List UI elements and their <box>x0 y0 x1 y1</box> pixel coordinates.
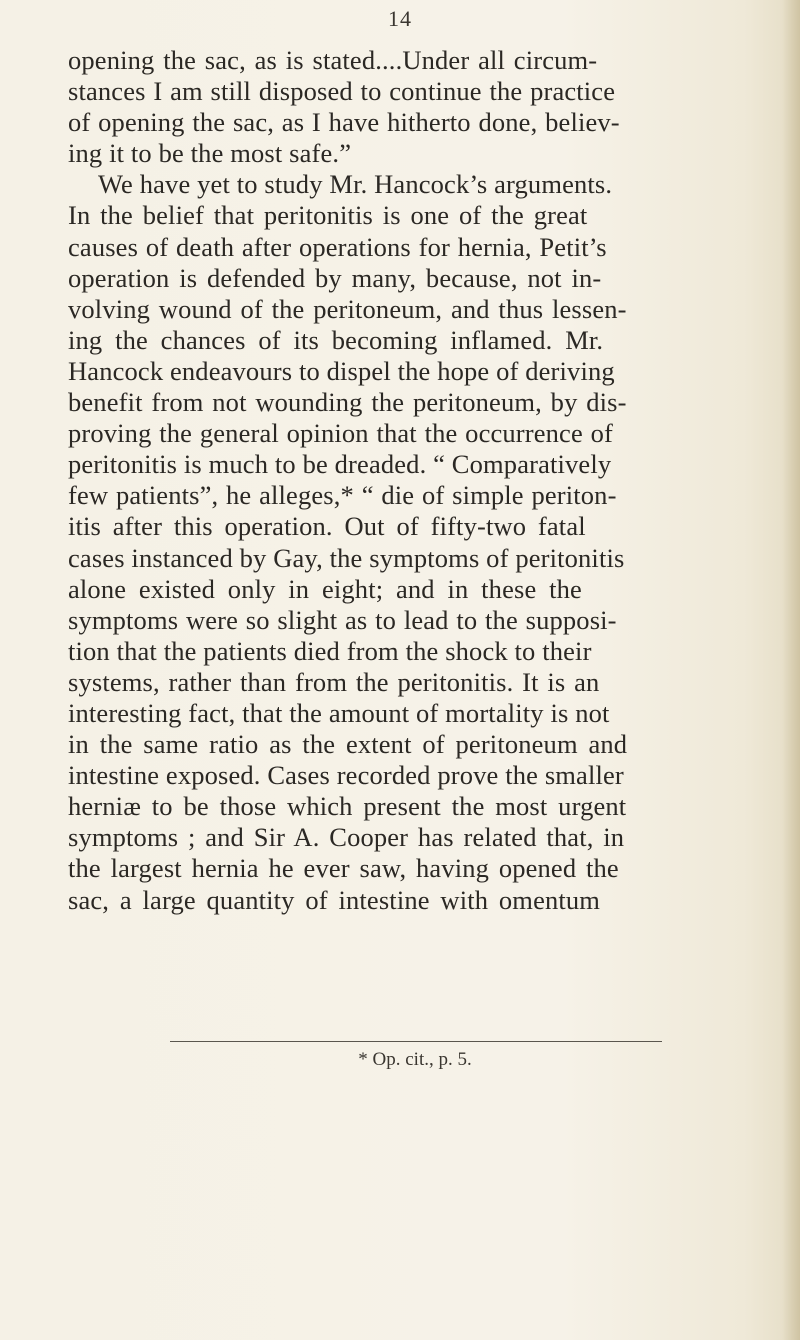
text-line: few patients”, he alleges,* “ die of simple periton- <box>68 480 617 511</box>
page-edge-shadow <box>782 0 800 1340</box>
text-line: of opening the sac, as I have hitherto done, believ- <box>68 107 620 138</box>
text-line: peritonitis is much to be dreaded. “ Comparatively <box>68 449 612 480</box>
text-line: tion that the patients died from the shock to their <box>68 635 592 666</box>
text-line: ing it to be the most safe.” <box>68 138 352 169</box>
body-text <box>68 45 783 916</box>
text-line: systems, rather than from the peritonitis. It is an <box>68 666 600 697</box>
text-line: symptoms ; and Sir A. Cooper has related that, in <box>68 822 625 853</box>
text-line: proving the general opinion that the occurrence of <box>68 418 614 449</box>
text-line: stances I am still disposed to continue the practice <box>68 76 616 107</box>
footnote: * Op. cit., p. 5. <box>358 1049 472 1070</box>
text-line: alone existed only in eight; and in these the <box>68 573 582 604</box>
text-line: intestine exposed. Cases recorded prove the smaller <box>68 760 624 791</box>
text-line: We have yet to study Mr. Hancock’s arguments. <box>98 169 613 200</box>
text-line: interesting fact, that the amount of mortality is not <box>68 697 610 728</box>
text-line: cases instanced by Gay, the symptoms of peritonitis <box>68 542 625 573</box>
text-line: Hancock endeavours to dispel the hope of deriving <box>68 355 615 386</box>
text-line: in the same ratio as the extent of peritoneum and <box>68 729 628 760</box>
text-line: sac, a large quantity of intestine with omentum <box>68 884 601 915</box>
text-line: operation is defended by many, because, not in- <box>68 262 602 293</box>
text-line: causes of death after operations for hernia, Petit’s <box>68 231 607 262</box>
text-line: opening the sac, as is stated....Under all circum- <box>68 45 598 75</box>
text-line: symptoms were so slight as to lead to the supposi- <box>68 604 617 635</box>
page-number: 14 <box>388 6 412 31</box>
footnote-divider <box>170 1041 662 1042</box>
text-line: itis after this operation. Out of fifty-two fatal <box>68 511 586 542</box>
text-line: volving wound of the peritoneum, and thus lessen- <box>68 293 627 324</box>
text-line: ing the chances of its becoming inflamed. Mr. <box>68 324 604 355</box>
text-line: benefit from not wounding the peritoneum, by dis- <box>68 387 627 418</box>
text-line: the largest hernia he ever saw, having opened the <box>68 853 619 884</box>
text-line: herniæ to be those which present the most urgent <box>68 791 627 822</box>
text-line: In the belief that peritonitis is one of the great <box>68 200 588 231</box>
